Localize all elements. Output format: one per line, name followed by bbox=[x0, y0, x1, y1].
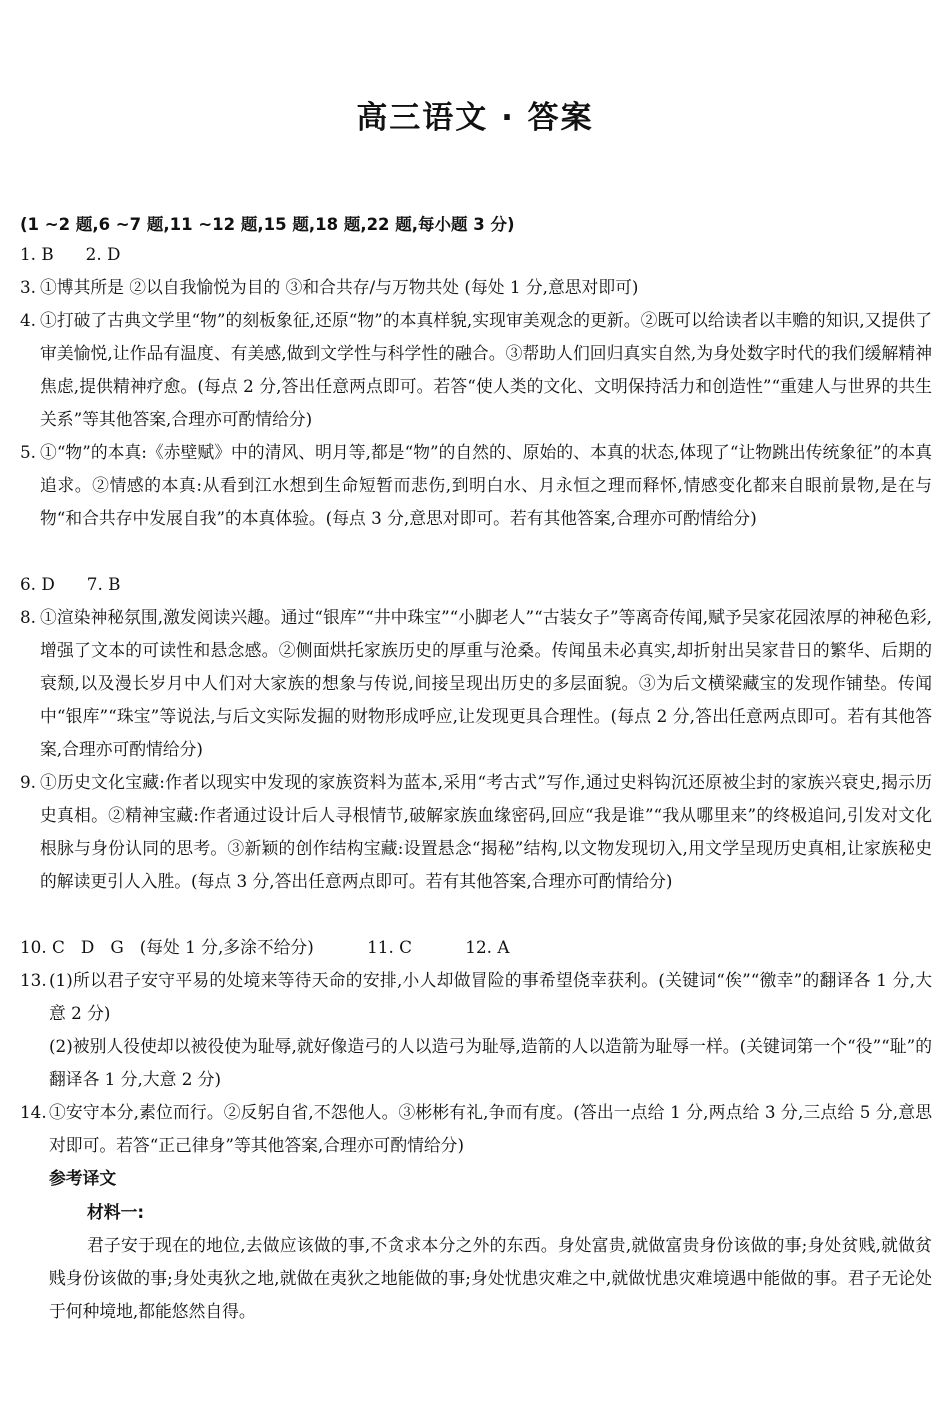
answer-5 bbox=[20, 436, 932, 535]
answer-13-part-1: (1)所以君子安守平易的处境来等待天命的安排,小人却做冒险的事希望侥幸获利。(关键词“俟”“徼幸”的翻译各 1 分,大意 2 分) bbox=[49, 970, 932, 1023]
material-1-heading: 材料一: bbox=[87, 1202, 145, 1222]
answer-5-number: 5. bbox=[20, 442, 37, 462]
answer-5-text: ①“物”的本真:《赤壁赋》中的清风、明月等,都是“物”的自然的、原始的、本真的状态,体现了“让物跳出传统象征”的本真追求。②情感的本真:从看到江水想到生命短暂而悲伤,到明白水、月永恒之理而释怀,情感变化都来自眼前景物,是在与物“和合共存中发展自我”的本真体验。(每点 3 分,意思对即可。若有其他答案,合理亦可酌情给分) bbox=[40, 442, 932, 528]
scoring-note: (1 ~2 题,6 ~7 题,11 ~12 题,15 题,18 题,22 题,每小题 3 分) bbox=[20, 215, 515, 234]
answer-4 bbox=[20, 304, 932, 436]
answer-4-number: 4. bbox=[20, 310, 37, 330]
answers-6-7: 6. D 7. B bbox=[20, 574, 121, 594]
answer-3 bbox=[20, 271, 932, 304]
answer-13-number: 13. bbox=[20, 970, 47, 990]
answer-9-text: ①历史文化宝藏:作者以现实中发现的家族资料为蓝本,采用“考古式”写作,通过史料钩沉还原被尘封的家族兴衰史,揭示历史真相。②精神宝藏:作者通过设计后人寻根情节,破解家族血缘密码,回应“我是谁”“我从哪里来”的终极追问,引发对文化根脉与身份认同的思考。③新颖的创作结构宝藏:设置悬念“揭秘”结构,以文物发现切入,用文学呈现历史真相,让家族秘史的解读更引人入胜。(每点 3 分,答出任意两点即可。若有其他答案,合理亦可酌情给分) bbox=[40, 772, 932, 891]
page-title: 高三语文 · 答案 bbox=[356, 100, 594, 136]
answer-14-number: 14. bbox=[20, 1102, 47, 1122]
answer-9-number: 9. bbox=[20, 772, 37, 792]
answer-3-text: ①博其所是 ②以自我愉悦为目的 ③和合共存/与万物共处 (每处 1 分,意思对即可) bbox=[40, 277, 639, 297]
material-1-text: 君子安于现在的地位,去做应该做的事,不贪求本分之外的东西。身处富贵,就做富贵身份该做的事;身处贫贱,就做贫贱身份该做的事;身处夷狄之地,就做在夷狄之地能做的事;身处忧患灾难之中,就做忧患灾难境遇中能做的事。君子无论处于何种境地,都能悠然自得。 bbox=[49, 1235, 932, 1321]
answer-14-text: ①安守本分,素位而行。②反躬自省,不怨他人。③彬彬有礼,争而有度。(答出一点给 1 分,两点给 3 分,三点给 5 分,意思对即可。若答“正己律身”等其他答案,合理亦可酌情给分) bbox=[49, 1102, 932, 1155]
answer-4-text: ①打破了古典文学里“物”的刻板象征,还原“物”的本真样貌,实现审美观念的更新。②既可以给读者以丰赡的知识,又提供了审美愉悦,让作品有温度、有美感,做到文学性与科学性的融合。③帮助人们回归真实自然,为身处数字时代的我们缓解精神焦虑,提供精神疗愈。(每点 2 分,答出任意两点即可。若答“使人类的文化、文明保持活力和创造性”“重建人与世界的共生关系”等其他答案,合理亦可酌情给分) bbox=[40, 310, 932, 429]
reference-translation-heading: 参考译文 bbox=[49, 1168, 117, 1188]
answer-3-number: 3. bbox=[20, 277, 37, 297]
answer-13-part-2: (2)被别人役使却以被役使为耻辱,就好像造弓的人以造弓为耻辱,造箭的人以造箭为耻辱一样。(关键词第一个“役”“耻”的翻译各 1 分,大意 2 分) bbox=[49, 1036, 932, 1089]
answers-10-12: 10. C D G (每处 1 分,多涂不给分) 11. C 12. A bbox=[20, 937, 510, 957]
answer-8-number: 8. bbox=[20, 607, 37, 627]
answer-8 bbox=[20, 601, 932, 766]
answer-13 bbox=[20, 964, 932, 1030]
answer-8-text: ①渲染神秘氛围,激发阅读兴趣。通过“银库”“井中珠宝”“小脚老人”“古装女子”等离奇传闻,赋予吴家花园浓厚的神秘色彩,增强了文本的可读性和悬念感。②侧面烘托家族历史的厚重与沧桑。传闻虽未必真实,却折射出吴家昔日的繁华、后期的衰颓,以及漫长岁月中人们对大家族的想象与传说,间接呈现出历史的多层面貌。③为后文横梁藏宝的发现作铺垫。传闻中“银库”“珠宝”等说法,与后文实际发掘的财物形成呼应,让发现更具合理性。(每点 2 分,答出任意两点即可。若有其他答案,合理亦可酌情给分) bbox=[40, 607, 932, 759]
answers-1-2: 1. B 2. D bbox=[20, 244, 121, 264]
answer-14 bbox=[20, 1096, 932, 1162]
answer-9 bbox=[20, 766, 932, 898]
